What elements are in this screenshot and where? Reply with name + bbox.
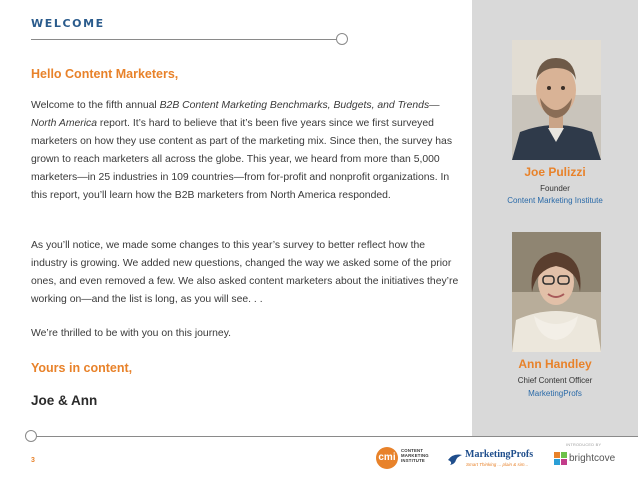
brightcove-mark-icon	[554, 452, 568, 466]
marketingprofs-logo-text: MarketingProfs	[465, 449, 534, 460]
greeting: Hello Content Marketers,	[31, 67, 179, 81]
sign-off: Yours in content,	[31, 361, 133, 375]
author-org: Content Marketing Institute	[507, 196, 603, 205]
page-number: 3	[31, 457, 35, 464]
author-name: Joe Pulizzi	[524, 165, 586, 179]
paragraph-changes: As you’ll notice, we made some changes to this year’s survey to better reflect how the industry is growing. We added new questions, changed the way we asked some of the prior ones, and even removed a few. We also asked content marketers about the initiatives they’re working on—and the list is long, as you will see. . .	[31, 240, 459, 305]
author-role: Chief Content Officer	[517, 376, 593, 385]
section-label: WELCOME	[31, 17, 105, 30]
paragraph-intro	[31, 97, 461, 205]
signature: Joe & Ann	[31, 393, 98, 408]
cmi-logo-mark: cmi	[376, 447, 398, 469]
paragraph-closing: We’re thrilled to be with you on this journey.	[31, 328, 232, 339]
author-org: MarketingProfs	[528, 389, 582, 398]
author-role: Founder	[540, 184, 570, 193]
author-photo-joe	[512, 40, 601, 160]
cmi-logo	[376, 446, 436, 470]
footer-divider-end-circle	[25, 430, 37, 442]
divider	[31, 39, 337, 40]
paragraph-intro-start: Welcome to the fifth annual	[31, 100, 160, 111]
brightcove-logo	[552, 443, 620, 469]
report-title: B2B Content Marketing Benchmarks, Budgets, and Trends—North America	[31, 100, 440, 129]
author-sidebar	[472, 0, 638, 436]
brightcove-logo-text: brightcove	[569, 453, 616, 464]
marketingprofs-logo	[447, 447, 547, 471]
author-photo-ann	[512, 232, 601, 352]
footer-divider	[36, 436, 638, 437]
author-name: Ann Handley	[518, 357, 592, 371]
cmi-logo-text: CONTENT MARKETING INSTITUTE	[401, 448, 429, 463]
marketingprofs-bird-icon	[447, 451, 463, 467]
paragraph-intro-rest: report. It’s hard to believe that it’s been five years since we first surveyed marketers on how they use content as part of the marketing mix. Since then, the survey has grown to reach marketers all across the globe. This year, we heard from more than 5,000 marketers—in 25 industries in 109 countries—from for-profit and nonprofit organizations. In this report, you’ll learn how the B2B marketers from North America responded.	[31, 118, 453, 201]
marketingprofs-tagline: Smart Thinking ... plain & sim...	[466, 462, 529, 467]
brightcove-intro: INTRODUCED BY	[566, 443, 602, 447]
divider-end-circle	[336, 33, 348, 45]
